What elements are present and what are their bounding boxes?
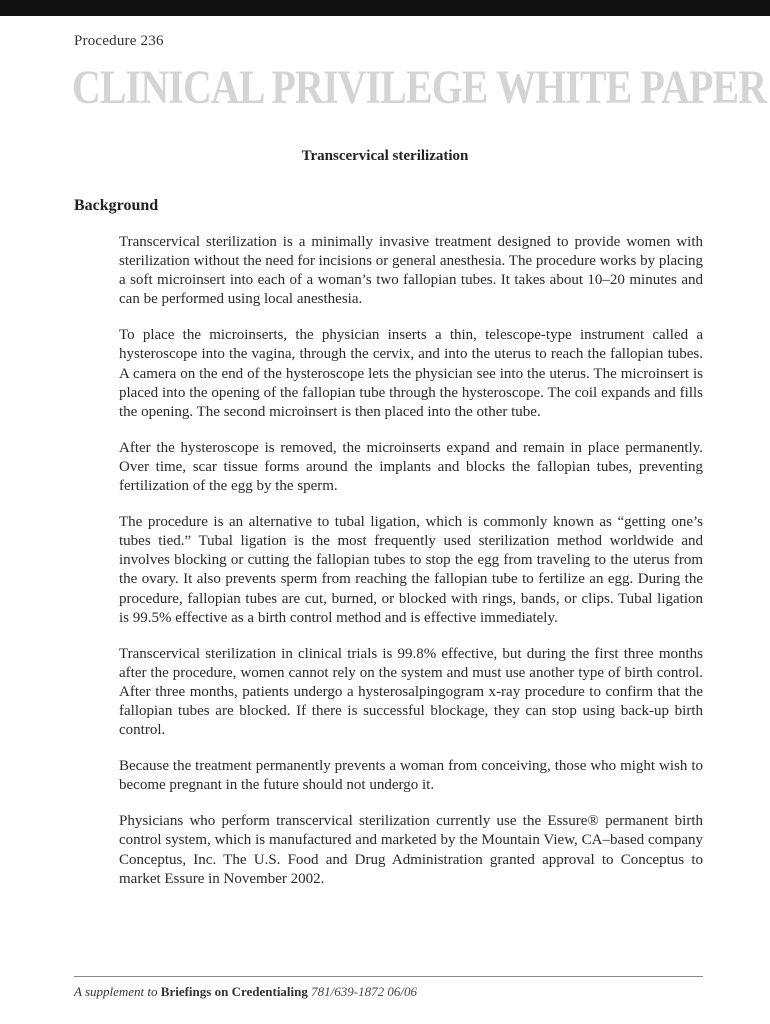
procedure-label: Procedure 236 [74, 33, 164, 49]
banner-title: CLINICAL PRIVILEGE WHITE PAPER [72, 61, 767, 114]
paragraph: Because the treatment permanently prevents a woman from conceiving, those who might wish to become pregnant in the future should not undergo it. [119, 758, 703, 794]
footer-date: 06/06 [387, 984, 417, 999]
section-heading-background: Background [74, 197, 159, 214]
paragraph: Physicians who perform transcervical sterilization currently use the Essure® permanent birth control system, which is manufactured and marketed by the Mountain View, CA–based company Conceptus, Inc. The U.S. Food and Drug Administration granted approval to Conceptus to market Essure in November 2002. [119, 813, 703, 887]
body-text [119, 233, 703, 906]
document-title: Transcervical sterilization [301, 148, 469, 164]
footer-contact: 781/639-1872 [311, 984, 385, 999]
paragraph: Transcervical sterilization is a minimally invasive treatment designed to provide women with sterilization without the need for incisions or general anesthesia. The procedure works by placing a soft microinsert into each of a woman’s two fallopian tubes. It takes about 10–20 minutes and can be performed using local anesthesia. [119, 234, 703, 308]
paragraph: The procedure is an alternative to tubal ligation, which is commonly known as “getting one’s tubes tied.” Tubal ligation is the most frequently used sterilization method worldwide and involves blocking or cutting the fallopian tubes to stop the egg from traveling to the uterus from the ovary. It also prevents sperm from reaching the fallopian tube to fertilize an egg. During the procedure, fallopian tubes are cut, burned, or blocked with rings, bands, or clips. Tubal ligation is 99.5% effective as a birth control method and is effective immediately. [119, 514, 703, 626]
footer [74, 984, 417, 1000]
footer-publication: Briefings on Credentialing [160, 984, 308, 999]
top-bar [0, 0, 770, 16]
paragraph: Transcervical sterilization in clinical trials is 99.8% effective, but during the first three months after the procedure, women cannot rely on the system and must use another type of birth control. After three months, patients undergo a hysterosalpingogram x-ray procedure to confirm that the fallopian tubes are blocked. If there is successful blockage, they can stop using back-up birth control. [119, 645, 703, 739]
paragraph: To place the microinserts, the physician inserts a thin, telescope-type instrument called a hysteroscope into the vagina, through the cervix, and into the uterus to reach the fallopian tubes. A camera on the end of the hysteroscope lets the physician see into the uterus. The microinsert is placed into the opening of the fallopian tube through the hysteroscope. The coil expands and fills the opening. The second microinsert is then placed into the other tube. [119, 327, 703, 420]
footer-prefix: A supplement to [74, 984, 158, 999]
footer-divider [74, 976, 703, 977]
paragraph: After the hysteroscope is removed, the microinserts expand and remain in place permanently. Over time, scar tissue forms around the implants and blocks the fallopian tubes, preventing fertilization of the egg by the sperm. [119, 439, 703, 495]
